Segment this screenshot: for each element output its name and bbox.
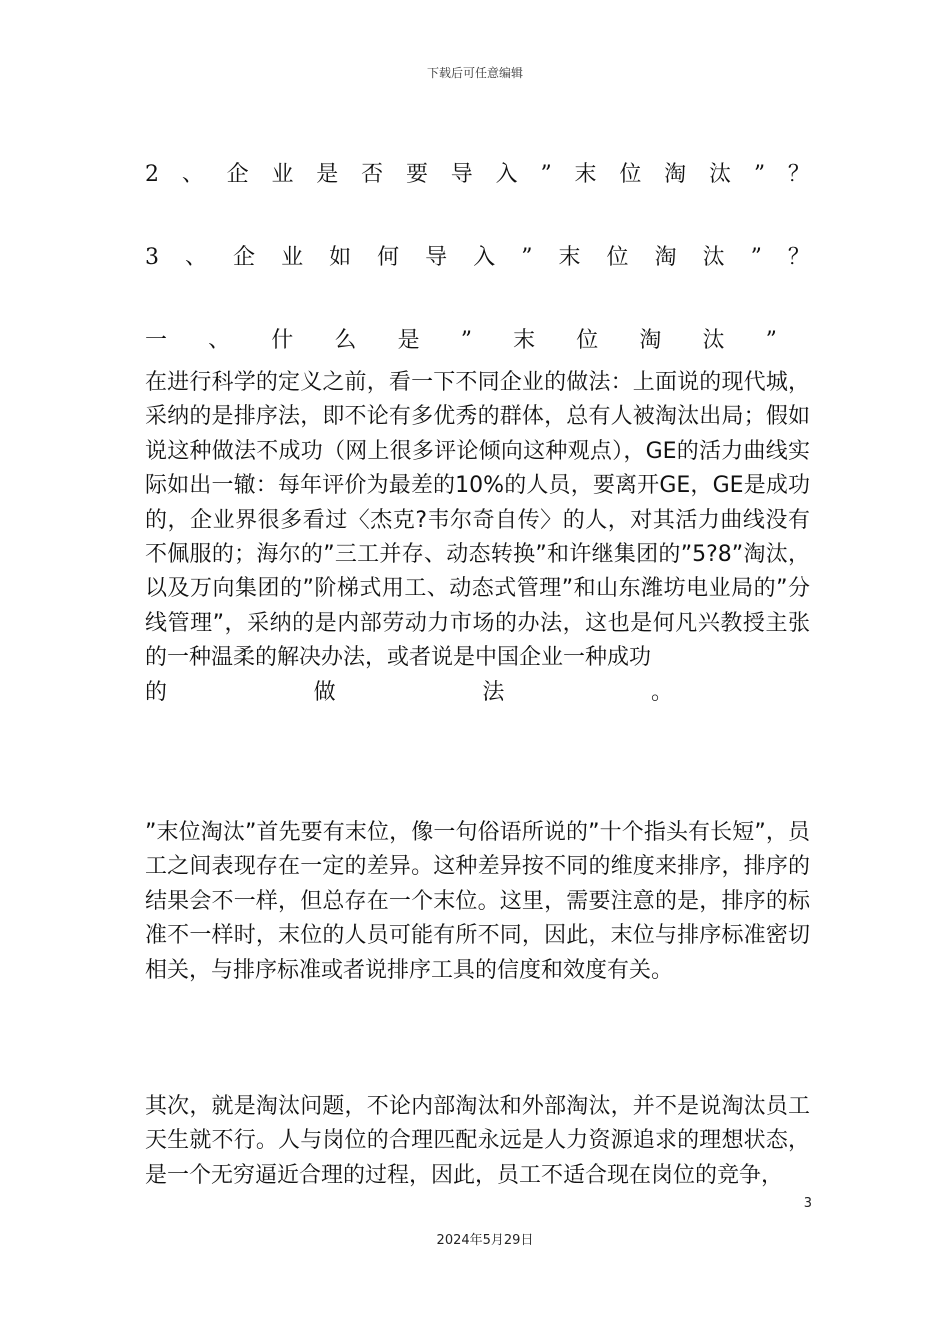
paragraph-1-last-line-char: 。	[650, 679, 673, 705]
question-2-char: ”	[540, 162, 552, 187]
question-2-char: ”	[753, 162, 766, 187]
paragraph-1-text: 在进行科学的定义之前，看一下不同企业的做法：上面说的现代城，采纳的是排序法，即不论有多优秀的群体，总有人被淘汰出局；假如说这种做法不成功（网上很多评论倾向这种观点），GE的活力曲线实际如出一辙：每年评价为最差的10%的人员，要离开GE，GE是成功的，企业界很多看过〈杰克?韦尔奇自传〉的人，对其活力曲线没有不佩服的；海尔的”三工并存、动态转换”和许继集团的”5?8”淘汰，以及万向集团的”阶梯式用工、动态式管理”和山东潍坊电业局的”分线管理”，采纳的是内部劳动力市场的办法，这也是何凡兴教授主张的一种温柔的解决办法，或者说是中国企业一种成功	[145, 370, 810, 671]
question-3-char: ”	[521, 245, 533, 270]
question-3-char: 末	[558, 245, 581, 270]
question-3-char: 入	[473, 245, 496, 270]
question-3-char: 位	[606, 245, 629, 270]
question-2-char: 企	[226, 162, 249, 187]
question-3-char: 汰	[702, 245, 725, 270]
question-3-char: ？	[787, 245, 810, 270]
section-heading-char: ”	[765, 328, 777, 353]
paragraph-1-last-line-char: 做	[313, 679, 336, 705]
section-heading-char: 汰	[702, 328, 725, 353]
question-2-char: 导	[450, 162, 473, 187]
question-2-char: 位	[619, 162, 642, 187]
section-heading-char: 一	[145, 328, 168, 353]
question-3-char: 3	[145, 245, 159, 270]
question-2-char: 2	[145, 162, 159, 187]
page-header: 下载后可任意编辑	[426, 66, 523, 80]
section-heading-char: 位	[576, 328, 599, 353]
question-2-char: 是	[316, 162, 339, 187]
section-heading-char: 么	[334, 328, 357, 353]
question-3-char: 何	[377, 245, 400, 270]
question-3-char: 如	[329, 245, 352, 270]
question-3-char: ”	[750, 245, 762, 270]
paragraph-1-last-line-char: 法	[482, 679, 505, 705]
footer-date: 2024年5月29日	[436, 1233, 534, 1248]
section-heading-char: 是	[397, 328, 420, 353]
section-heading	[145, 326, 777, 356]
paragraph-1-last-line-char: 的	[145, 679, 168, 705]
section-heading-char: ”	[460, 328, 472, 353]
question-2	[145, 160, 810, 190]
question-2-char: 业	[271, 162, 294, 187]
question-2-char: 末	[574, 162, 597, 187]
section-heading-char: 末	[513, 328, 536, 353]
paragraph-3: 其次，就是淘汰问题，不论内部淘汰和外部淘汰，并不是说淘汰员工天生就不行。人与岗位的合理匹配永远是人力资源追求的理想状态，是一个无穷逼近合理的过程，因此，员工不适合现在岗位的竞争，	[145, 1094, 810, 1188]
section-heading-char: 、	[208, 328, 231, 353]
paragraph-1-last-line	[145, 676, 673, 710]
page-number: 3	[803, 1196, 812, 1211]
question-2-char: 入	[495, 162, 518, 187]
question-3-char: 淘	[654, 245, 677, 270]
question-2-char: ？	[787, 162, 810, 187]
question-2-char: 淘	[664, 162, 687, 187]
question-3	[145, 243, 810, 273]
question-3-char: 业	[281, 245, 304, 270]
paragraph-2: ”末位淘汰”首先要有末位，像一句俗语所说的”十个指头有长短”，员工之间表现存在一定的差异。这种差异按不同的维度来排序，排序的结果会不一样，但总存在一个末位。这里，需要注意的是，排序的标准不一样时，末位的人员可能有所不同，因此，末位与排序标准密切相关，与排序标准或者说排序工具的信度和效度有关。	[145, 820, 810, 983]
question-2-char: 要	[405, 162, 428, 187]
question-2-char: 否	[361, 162, 384, 187]
question-2-char: 汰	[708, 162, 731, 187]
question-2-char: 、	[181, 162, 204, 187]
section-heading-char: 淘	[639, 328, 662, 353]
question-3-char: 导	[425, 245, 448, 270]
question-3-char: 企	[233, 245, 256, 270]
section-heading-char: 什	[271, 328, 294, 353]
question-3-char: 、	[185, 245, 208, 270]
paragraph-1	[145, 366, 810, 710]
